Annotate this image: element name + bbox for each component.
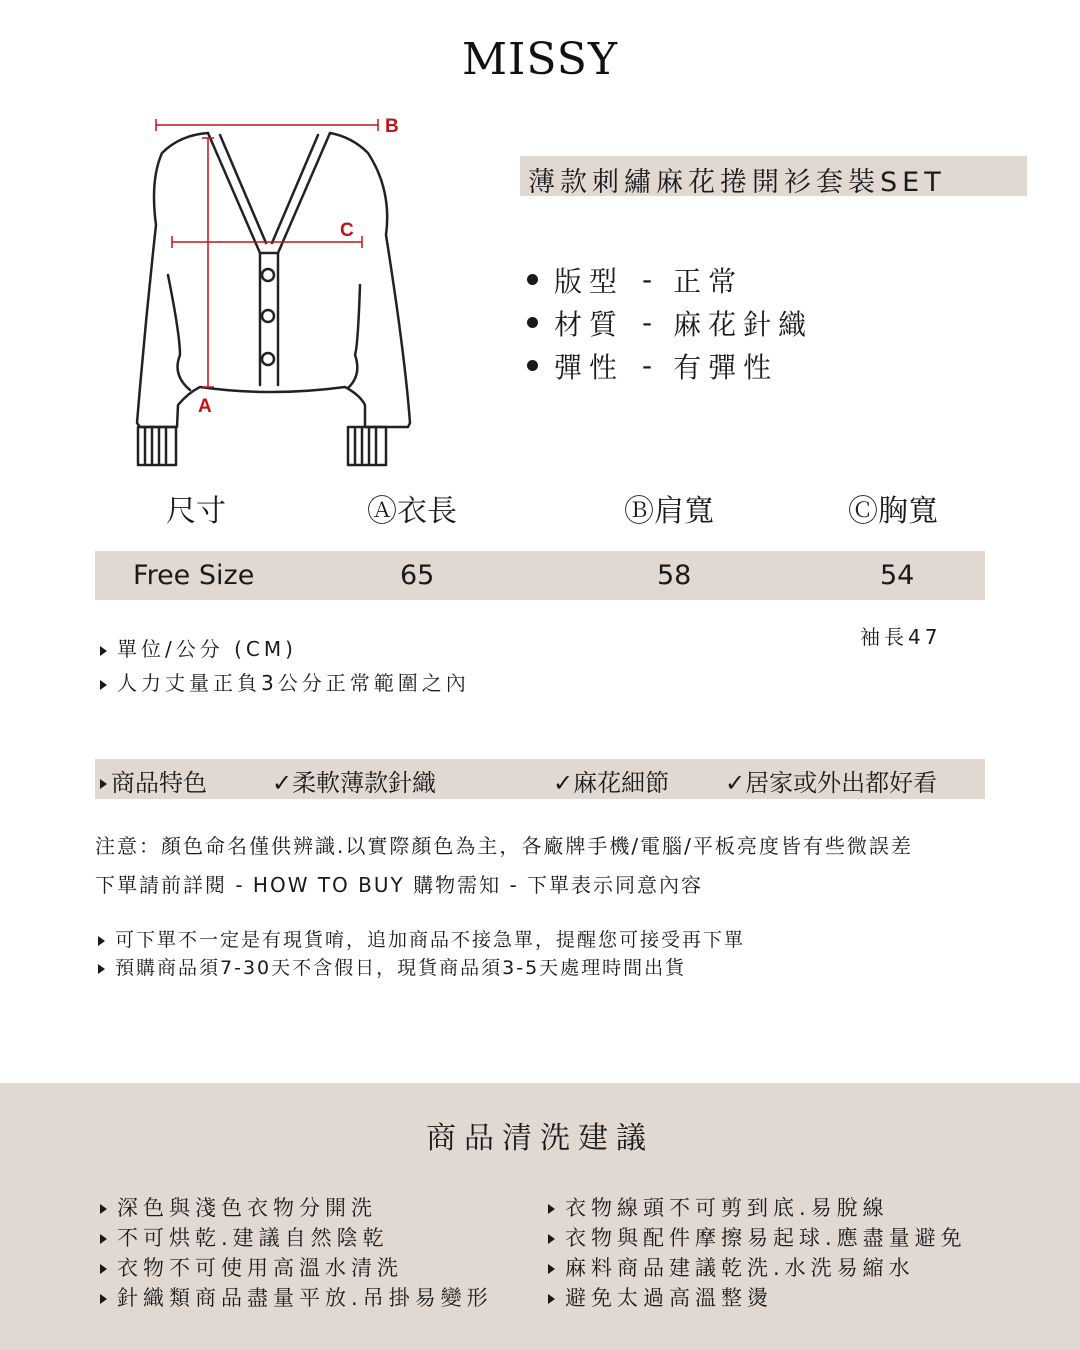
care-item: 深色與淺色衣物分開洗: [100, 1192, 377, 1222]
care-item: 衣物與配件摩擦易起球.應盡量避免: [548, 1222, 967, 1252]
measure-label-c: C: [340, 220, 354, 241]
attribute-label: 材質: [554, 307, 625, 341]
attribute-item: [527, 301, 813, 344]
order-note: 預購商品須7-30天不含假日，現貨商品須3-5天處理時間出貨: [98, 953, 686, 980]
measure-tolerance-note: 人力丈量正負3公分正常範圍之內: [100, 667, 470, 696]
feature-item: ✓柔軟薄款針織: [272, 769, 437, 797]
attribute-label: 彈性: [554, 350, 625, 384]
measure-label-b: B: [385, 116, 399, 137]
color-notice: 注意：顏色命名僅供辨識.以實際顏色為主，各廠牌手機/電腦/平板亮度皆有些微誤差: [95, 834, 913, 858]
size-header-length: Ⓐ衣長: [367, 494, 457, 529]
attribute-list: [527, 258, 813, 387]
care-item: 麻料商品建議乾洗.水洗易縮水: [548, 1252, 915, 1282]
attribute-value: 正常: [673, 264, 744, 298]
triangle-bullet-icon: [100, 1234, 107, 1244]
feature-item: ✓麻花細節: [553, 769, 670, 797]
triangle-bullet-icon: [100, 1294, 107, 1304]
triangle-bullet-icon: [548, 1294, 555, 1304]
size-header-chest: Ⓒ胸寬: [848, 494, 938, 529]
product-title: 薄款刺繡麻花捲開衫套裝SET: [528, 167, 946, 198]
triangle-bullet-icon: [100, 646, 107, 656]
feature-item: ✓居家或外出都好看: [725, 769, 938, 797]
attribute-label: 版型: [554, 264, 625, 298]
triangle-bullet-icon: [100, 1264, 107, 1274]
care-item: 避免太過高溫整燙: [548, 1282, 773, 1312]
product-title-box: [520, 156, 1027, 196]
care-item: 不可烘乾.建議自然陰乾: [100, 1222, 389, 1252]
care-item: 針織類商品盡量平放.吊掛易變形: [100, 1282, 493, 1312]
bullet-icon: [527, 360, 538, 371]
features-label: 商品特色: [100, 763, 207, 798]
triangle-bullet-icon: [548, 1234, 555, 1244]
triangle-bullet-icon: [100, 779, 107, 789]
triangle-bullet-icon: [98, 964, 105, 974]
triangle-bullet-icon: [548, 1204, 555, 1214]
cardigan-outline: [137, 133, 410, 427]
size-cell-length: 65: [400, 560, 435, 591]
triangle-bullet-icon: [548, 1264, 555, 1274]
care-item: 衣物線頭不可剪到底.易脫線: [548, 1192, 889, 1222]
bullet-icon: [527, 317, 538, 328]
triangle-bullet-icon: [100, 680, 107, 690]
brand-logo: MISSY: [462, 34, 618, 85]
attribute-separator: -: [642, 263, 660, 296]
unit-note: 單位/公分 (CM): [100, 633, 297, 662]
size-cell-chest: 54: [880, 560, 915, 591]
size-header-size: 尺寸: [166, 494, 226, 529]
attribute-separator: -: [642, 349, 660, 382]
size-cell-size: Free Size: [133, 560, 255, 591]
measure-label-a: A: [198, 396, 212, 417]
triangle-bullet-icon: [98, 936, 105, 946]
attribute-item: [527, 258, 813, 301]
triangle-bullet-icon: [100, 1204, 107, 1214]
care-item: 衣物不可使用高溫水清洗: [100, 1252, 403, 1282]
care-title: 商品清洗建議: [426, 1121, 654, 1156]
cardigan-diagram: [120, 105, 420, 475]
size-cell-shoulder: 58: [657, 560, 692, 591]
size-header-shoulder: Ⓑ肩寬: [624, 494, 714, 529]
attribute-value: 麻花針織: [673, 307, 814, 341]
how-to-buy-notice: 下單請前詳閱 - HOW TO BUY 購物需知 - 下單表示同意內容: [95, 873, 704, 897]
sleeve-length-note: 袖長47: [860, 625, 942, 649]
order-note: 可下單不一定是有現貨唷，追加商品不接急單，提醒您可接受再下單: [98, 925, 745, 952]
bullet-icon: [527, 274, 538, 285]
attribute-item: [527, 344, 813, 387]
attribute-separator: -: [642, 306, 660, 339]
attribute-value: 有彈性: [673, 350, 779, 384]
